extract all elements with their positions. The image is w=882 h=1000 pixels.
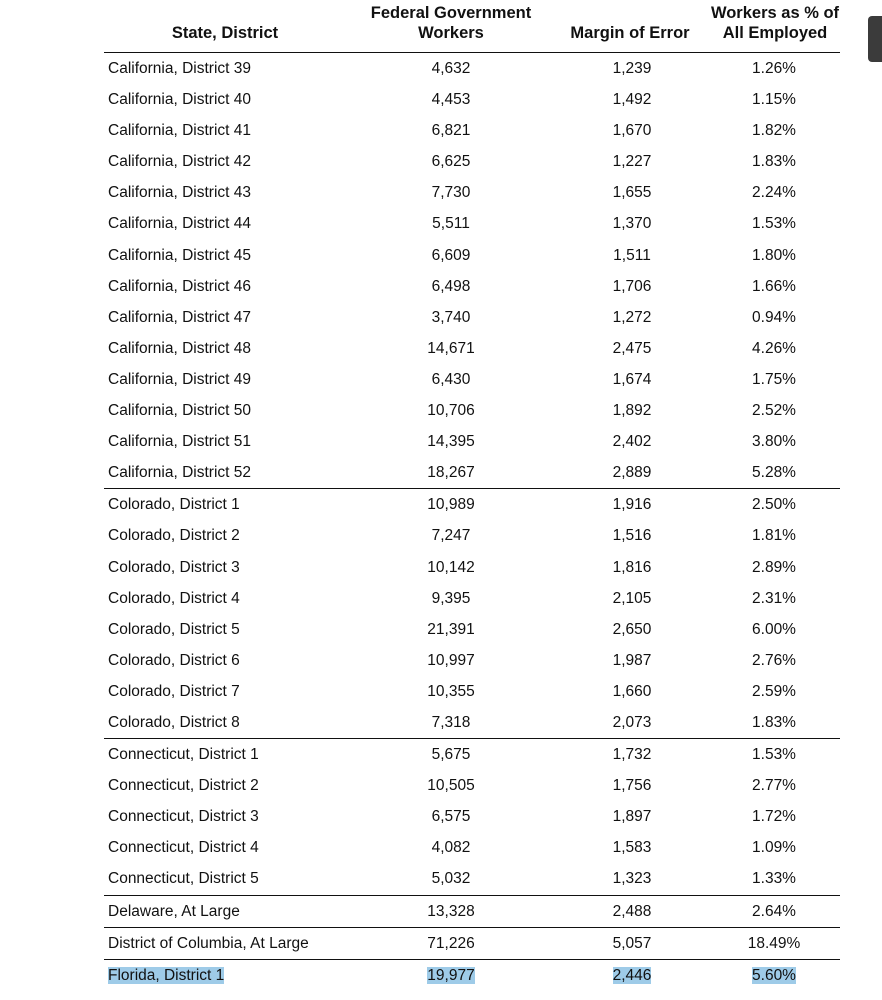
cell-workers: 10,706 <box>427 402 475 420</box>
cell-workers: 18,267 <box>427 464 475 482</box>
cell-workers: 14,671 <box>427 339 475 357</box>
cell-margin-of-error: 1,583 <box>612 839 652 857</box>
cell-workers: 5,511 <box>432 215 470 233</box>
table-row-selected[interactable] <box>104 960 840 991</box>
cell-state-district: Florida, District 1 <box>108 966 225 984</box>
header-state-district: State, District <box>171 24 279 42</box>
cell-margin-of-error: 1,706 <box>612 277 652 295</box>
table-row <box>104 520 840 551</box>
cell-percent: 1.66% <box>752 277 796 295</box>
cell-state-district: Colorado, District 8 <box>108 713 240 731</box>
cell-percent: 1.75% <box>752 370 796 388</box>
cell-state-district: California, District 40 <box>108 91 251 109</box>
cell-percent: 1.15% <box>752 91 796 109</box>
cell-margin-of-error: 1,239 <box>612 60 652 77</box>
cell-margin-of-error: 1,660 <box>612 682 652 700</box>
cell-percent: 2.89% <box>752 558 796 576</box>
cell-state-district: Connecticut, District 1 <box>108 746 259 764</box>
cell-state-district: Delaware, At Large <box>108 902 240 920</box>
table-row <box>104 552 840 583</box>
table-row <box>104 832 840 863</box>
cell-margin-of-error: 2,475 <box>612 339 652 357</box>
cell-margin-of-error: 1,897 <box>612 808 652 826</box>
cell-percent: 1.82% <box>752 122 796 140</box>
table-row <box>104 53 840 84</box>
table-row <box>104 489 840 520</box>
table-header <box>104 0 840 53</box>
cell-workers: 7,318 <box>431 713 471 731</box>
cell-state-district: California, District 41 <box>108 122 251 140</box>
cell-margin-of-error: 1,516 <box>612 527 652 545</box>
table-row <box>104 333 840 364</box>
cell-workers: 6,625 <box>431 153 471 171</box>
cell-percent: 4.26% <box>752 339 796 357</box>
cell-workers: 6,821 <box>431 122 471 140</box>
cell-margin-of-error: 5,057 <box>612 934 652 952</box>
cell-margin-of-error: 1,227 <box>612 153 652 171</box>
cell-state-district: Colorado, District 2 <box>108 527 240 545</box>
table-row <box>104 177 840 208</box>
table-row <box>104 707 840 739</box>
cell-workers: 3,740 <box>431 308 471 326</box>
cell-percent: 1.26% <box>752 60 796 77</box>
cell-margin-of-error: 1,732 <box>612 746 652 764</box>
cell-margin-of-error: 2,488 <box>612 902 652 920</box>
table-row <box>104 614 840 645</box>
cell-state-district: California, District 46 <box>108 277 251 295</box>
cell-percent: 5.60% <box>752 966 796 984</box>
cell-state-district: Colorado, District 3 <box>108 558 240 576</box>
cell-workers: 71,226 <box>427 934 475 952</box>
table-row <box>104 801 840 832</box>
cell-state-district: Colorado, District 4 <box>108 589 240 607</box>
cell-percent: 2.31% <box>752 589 796 607</box>
cell-workers: 7,730 <box>431 184 471 202</box>
cell-workers: 6,498 <box>431 277 471 295</box>
cell-margin-of-error: 1,756 <box>612 777 652 795</box>
cell-percent: 2.50% <box>752 496 796 514</box>
cell-state-district: California, District 44 <box>108 215 251 233</box>
table-row <box>104 271 840 302</box>
cell-state-district: California, District 42 <box>108 153 251 171</box>
cell-margin-of-error: 1,370 <box>612 215 652 233</box>
cell-percent: 2.24% <box>752 184 796 202</box>
cell-workers: 4,632 <box>431 60 471 77</box>
cell-workers: 21,391 <box>427 620 475 638</box>
cell-state-district: California, District 50 <box>108 402 251 420</box>
cell-percent: 1.33% <box>752 870 796 888</box>
cell-state-district: California, District 49 <box>108 370 251 388</box>
cell-margin-of-error: 1,816 <box>612 558 652 576</box>
cell-percent: 6.00% <box>752 620 796 638</box>
cell-state-district: California, District 43 <box>108 184 251 202</box>
cell-percent: 2.76% <box>752 651 796 669</box>
cell-state-district: Connecticut, District 2 <box>108 777 259 795</box>
cell-state-district: District of Columbia, At Large <box>108 934 309 952</box>
cell-margin-of-error: 2,650 <box>612 620 652 638</box>
table-row <box>104 896 840 928</box>
table-row <box>104 426 840 457</box>
cell-workers: 4,453 <box>431 91 471 109</box>
cell-workers: 10,142 <box>427 558 475 576</box>
cell-margin-of-error: 1,670 <box>612 122 652 140</box>
cell-percent: 0.94% <box>752 308 796 326</box>
table-row <box>104 645 840 676</box>
table-row <box>104 146 840 177</box>
cell-margin-of-error: 1,892 <box>612 402 652 420</box>
cell-workers: 10,355 <box>427 682 475 700</box>
cell-percent: 1.83% <box>752 153 796 171</box>
cell-state-district: Connecticut, District 5 <box>108 870 259 888</box>
cell-margin-of-error: 2,402 <box>612 433 652 451</box>
cell-percent: 1.81% <box>752 527 796 545</box>
cell-state-district: California, District 48 <box>108 339 251 357</box>
cell-percent: 3.80% <box>752 433 796 451</box>
cell-margin-of-error: 2,073 <box>612 713 652 731</box>
cell-margin-of-error: 1,987 <box>612 651 652 669</box>
cell-state-district: Colorado, District 6 <box>108 651 240 669</box>
cell-percent: 1.53% <box>752 746 796 764</box>
table-row <box>104 928 840 960</box>
cell-margin-of-error: 1,511 <box>613 246 651 264</box>
cell-workers: 10,997 <box>427 651 475 669</box>
cell-percent: 2.77% <box>752 777 796 795</box>
table-row <box>104 84 840 115</box>
table-row <box>104 739 840 770</box>
header-federal-workers: Federal Government Workers <box>370 4 532 42</box>
table-row <box>104 583 840 614</box>
table-row <box>104 208 840 239</box>
header-percent-employed: Workers as % of All Employed <box>710 4 840 42</box>
table-row <box>104 395 840 426</box>
cell-workers: 10,989 <box>427 496 475 514</box>
cell-state-district: Colorado, District 7 <box>108 682 240 700</box>
cell-state-district: Connecticut, District 3 <box>108 808 259 826</box>
cell-workers: 6,575 <box>431 808 471 826</box>
cell-workers: 19,977 <box>427 966 475 984</box>
cell-margin-of-error: 1,916 <box>612 496 652 514</box>
cell-workers: 5,675 <box>431 746 471 764</box>
cell-workers: 14,395 <box>427 433 475 451</box>
cell-percent: 1.53% <box>752 215 796 233</box>
cell-workers: 9,395 <box>431 589 471 607</box>
cell-margin-of-error: 2,889 <box>612 464 652 482</box>
cell-workers: 7,247 <box>431 527 471 545</box>
table-row <box>104 302 840 333</box>
cell-margin-of-error: 1,492 <box>612 91 652 109</box>
cell-workers: 10,505 <box>427 777 475 795</box>
header-margin-of-error: Margin of Error <box>570 24 690 42</box>
table-row <box>104 863 840 895</box>
cell-workers: 4,082 <box>431 839 471 857</box>
cell-state-district: Colorado, District 5 <box>108 620 240 638</box>
cell-workers: 13,328 <box>427 902 475 920</box>
cell-margin-of-error: 1,272 <box>612 308 652 326</box>
cell-margin-of-error: 1,655 <box>612 184 652 202</box>
cell-percent: 1.80% <box>752 246 796 264</box>
cell-percent: 1.72% <box>752 808 796 826</box>
table-row <box>104 676 840 707</box>
cell-margin-of-error: 2,446 <box>612 966 652 984</box>
cell-percent: 1.09% <box>752 839 796 857</box>
cell-workers: 6,430 <box>431 370 471 388</box>
cell-percent: 2.64% <box>752 902 796 920</box>
cell-state-district: Connecticut, District 4 <box>108 839 259 857</box>
cell-percent: 2.59% <box>752 682 796 700</box>
table-row <box>104 770 840 801</box>
cell-percent: 2.52% <box>752 402 796 420</box>
cell-state-district: California, District 45 <box>108 246 251 264</box>
scrollbar-handle[interactable] <box>868 16 882 62</box>
table-row <box>104 240 840 271</box>
cell-state-district: California, District 51 <box>108 433 251 451</box>
cell-percent: 1.83% <box>752 713 796 731</box>
cell-state-district: California, District 39 <box>108 60 251 77</box>
cell-percent: 5.28% <box>752 464 796 482</box>
table-row <box>104 457 840 489</box>
cell-margin-of-error: 1,674 <box>612 370 652 388</box>
cell-margin-of-error: 1,323 <box>612 870 652 888</box>
cell-workers: 6,609 <box>431 246 471 264</box>
cell-state-district: California, District 47 <box>108 308 251 326</box>
cell-state-district: Colorado, District 1 <box>108 496 240 514</box>
cell-margin-of-error: 2,105 <box>612 589 652 607</box>
table-row <box>104 115 840 146</box>
table-row <box>104 364 840 395</box>
table-body <box>104 53 840 991</box>
cell-workers: 5,032 <box>431 870 471 888</box>
cell-state-district: California, District 52 <box>108 464 251 482</box>
cell-percent: 18.49% <box>747 934 801 952</box>
